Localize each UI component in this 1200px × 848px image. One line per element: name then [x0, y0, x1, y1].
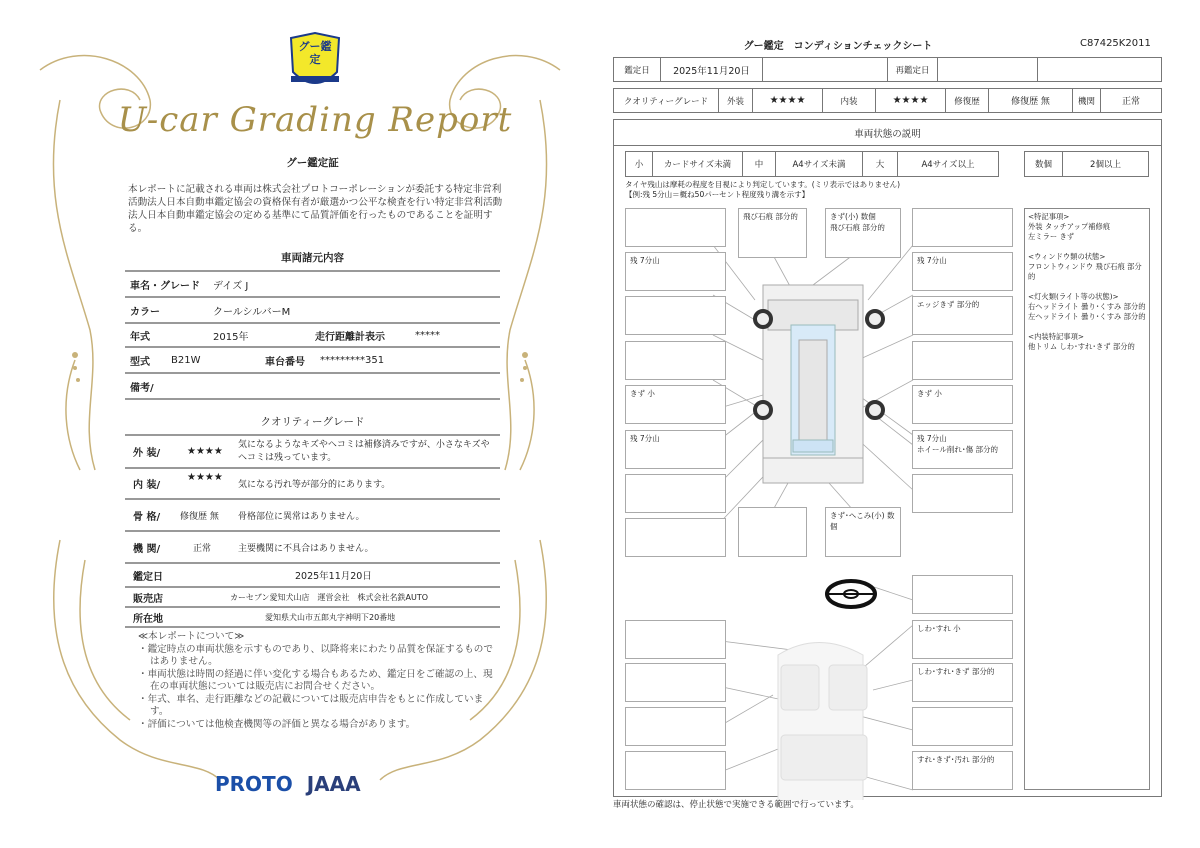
condition-box: 残 7分山 [625, 430, 726, 469]
cert-heading: グー鑑定証 [286, 157, 339, 169]
grade-row [125, 467, 500, 498]
tire-note: タイヤ残山は摩耗の程度を目視により判定しています。(ミリ表示ではありません) [625, 180, 901, 189]
condition-box: しわ･すれ･きず 部分的 [912, 663, 1013, 702]
repair-value: 修復歴 無 [988, 88, 1073, 113]
sheet-title: グー鑑定 コンディションチェックシート [743, 41, 933, 52]
condition-box: 残 7分山 [912, 252, 1013, 291]
value: ***** [415, 329, 440, 341]
label: 外 装/ [133, 448, 161, 459]
label: 機関 [1072, 88, 1101, 113]
about-report [138, 631, 498, 731]
condition-box: きず(小) 数個 飛び石痕 部分的 [825, 208, 901, 258]
label: 備考/ [130, 382, 154, 394]
condition-box [625, 474, 726, 513]
desc: 主要機関に不具合はありません。 [238, 543, 374, 554]
size-legend: A4サイズ以上 [897, 151, 999, 177]
condition-box: きず 小 [912, 385, 1013, 424]
footer-note: 車両状態の確認は、停止状態で実施できる範囲で行っています。 [613, 800, 859, 810]
label: クオリティーグレード [613, 88, 719, 113]
spec-row-remarks [125, 372, 500, 400]
desc: 気になるようなキズやヘコミは補修済みですが、小さなキズやヘコミは残っています。 [238, 439, 490, 463]
label: 再鑑定日 [887, 57, 938, 82]
condition-box [912, 341, 1013, 380]
value: 修復歴 無 [180, 511, 219, 522]
proto-logo: PROTO [215, 772, 293, 796]
value: 正常 [193, 543, 212, 554]
footer-logos [215, 772, 361, 796]
label: 型式 [130, 356, 150, 368]
condition-box: しわ･すれ 小 [912, 620, 1013, 659]
condition-box [912, 707, 1013, 746]
value: ★★★★ [187, 472, 223, 483]
date-row [125, 562, 500, 586]
value: デイズ J [213, 280, 249, 292]
value: *********351 [320, 354, 385, 366]
section-title: 車両状態の説明 [613, 119, 1162, 146]
date-value: 2025年11月20日 [660, 57, 763, 82]
condition-box [625, 518, 726, 557]
logo-text: グー鑑定 [298, 40, 332, 66]
grade-row [125, 434, 500, 467]
spec-heading: 車両諸元内容 [281, 252, 344, 264]
label: 外装 [718, 88, 753, 113]
steering-wheel-icon [827, 581, 875, 607]
label: 鑑定日 [613, 57, 661, 82]
label: 鑑定日 [133, 571, 163, 583]
label: 車名・グレード [130, 280, 200, 292]
int-stars: ★★★★ [875, 88, 946, 113]
condition-box: エッジきず 部分的 [912, 296, 1013, 335]
label: 所在地 [133, 613, 163, 625]
grade-row [125, 498, 500, 530]
value: 2015年 [213, 331, 249, 343]
about-item: ・車両状態は時間の経過に伴い変化する場合もあるため、鑑定日をご確認の上、現在の車両状態については販売店にお問合せください。 [138, 668, 493, 692]
ext-stars: ★★★★ [752, 88, 823, 113]
spec-row-color [125, 296, 500, 322]
condition-box [625, 296, 726, 335]
condition-box: 飛び石痕 部分的 [738, 208, 807, 258]
size-legend: カードサイズ未満 [652, 151, 743, 177]
value: ★★★★ [187, 446, 223, 457]
label: 内装 [822, 88, 876, 113]
jaaa-logo: JAAA [306, 772, 361, 796]
sheet-code: C87425K2011 [1080, 38, 1151, 49]
label: 骨 格/ [133, 511, 161, 523]
size-legend: A4サイズ未満 [775, 151, 863, 177]
report-title: U-car Grading Report [117, 100, 513, 140]
label: 修復歴 [945, 88, 989, 113]
grade-heading: クオリティーグレード [260, 416, 365, 428]
condition-box [625, 620, 726, 659]
label: 機 関/ [133, 543, 161, 555]
desc: 骨格部位に異常はありません。 [238, 511, 365, 522]
spec-row-name [125, 270, 500, 296]
special-notes: <特記事項> 外装 タッチアップ補修痕 左ミラー きず <ウィンドウ類の状態> フロントウィンドウ 飛び石痕 部分的 <灯火類(ライト等の状態)> 右ヘッドライト 曇り･くすみ 部分的 左ヘッドライト 曇り･くすみ 部分的 <内装特記事項> 他トリム しわ･すれ･きず 部分的 [1024, 208, 1150, 790]
condition-box [625, 341, 726, 380]
value: B21W [171, 354, 201, 366]
cert-text: 本レポートに記載される車両は株式会社プロトコーポレーションが委託する特定非営利活動法人日本自動車鑑定協会の資格保有者が厳選かつ公平な検査を行い特定非営利活動法人日本自動車鑑定協会の定める基準にて品質評価を行ったものであることを証明する。 [128, 184, 503, 234]
label: カラー [130, 306, 160, 318]
condition-box: 残 7分山 ホイール削れ･傷 部分的 [912, 430, 1013, 469]
tire-note: 【例:残 5分山＝概ね50パーセント程度残り溝を示す】 [625, 190, 810, 199]
desc: 気になる汚れ等が部分的にあります。 [238, 480, 391, 490]
count-legend: 数個 [1024, 151, 1063, 177]
spec-row-year [125, 322, 500, 346]
condition-box: きず 小 [625, 385, 726, 424]
condition-box [738, 507, 807, 557]
blank [937, 57, 1038, 82]
condition-box [912, 575, 1013, 614]
label: 走行距離計表示 [315, 331, 385, 343]
condition-box [912, 474, 1013, 513]
value: クールシルバーM [213, 306, 291, 318]
value: カーセブン愛知犬山店 運営会社 株式会社名鉄AUTO [230, 592, 429, 602]
about-item: ・鑑定時点の車両状態を示すものであり、以降将来にわたり品質を保証するものではありません。 [138, 643, 493, 667]
spec-row-model [125, 346, 500, 372]
condition-box: きず･へこみ(小) 数個 [825, 507, 901, 557]
grade-row [125, 530, 500, 562]
engine-value: 正常 [1100, 88, 1162, 113]
condition-box [912, 208, 1013, 247]
value: 愛知県犬山市五郎丸字神明下20番地 [265, 612, 396, 622]
about-item: ・年式、車名、走行距離などの記載については販売店申告をもとに作成しています。 [138, 693, 484, 717]
blank [762, 57, 888, 82]
size-legend: 中 [742, 151, 776, 177]
label: 内 装/ [133, 480, 161, 491]
about-item: ・評価については他検査機関等の評価と異なる場合があります。 [138, 718, 416, 730]
dealer-row [125, 586, 500, 606]
count-legend: 2個以上 [1062, 151, 1149, 177]
label: 車台番号 [265, 356, 305, 368]
condition-box [625, 208, 726, 247]
condition-box: 残 7分山 [625, 252, 726, 291]
about-heading: ≪本レポートについて≫ [138, 631, 245, 642]
condition-box: すれ･きず･汚れ 部分的 [912, 751, 1013, 790]
size-legend: 小 [625, 151, 653, 177]
label: 年式 [130, 331, 150, 343]
address-row [125, 606, 500, 628]
condition-box [625, 663, 726, 702]
label: 販売店 [133, 593, 163, 605]
value: 2025年11月20日 [295, 571, 372, 582]
size-legend: 大 [862, 151, 898, 177]
condition-box [625, 707, 726, 746]
condition-box [625, 751, 726, 790]
blank [1037, 57, 1162, 82]
